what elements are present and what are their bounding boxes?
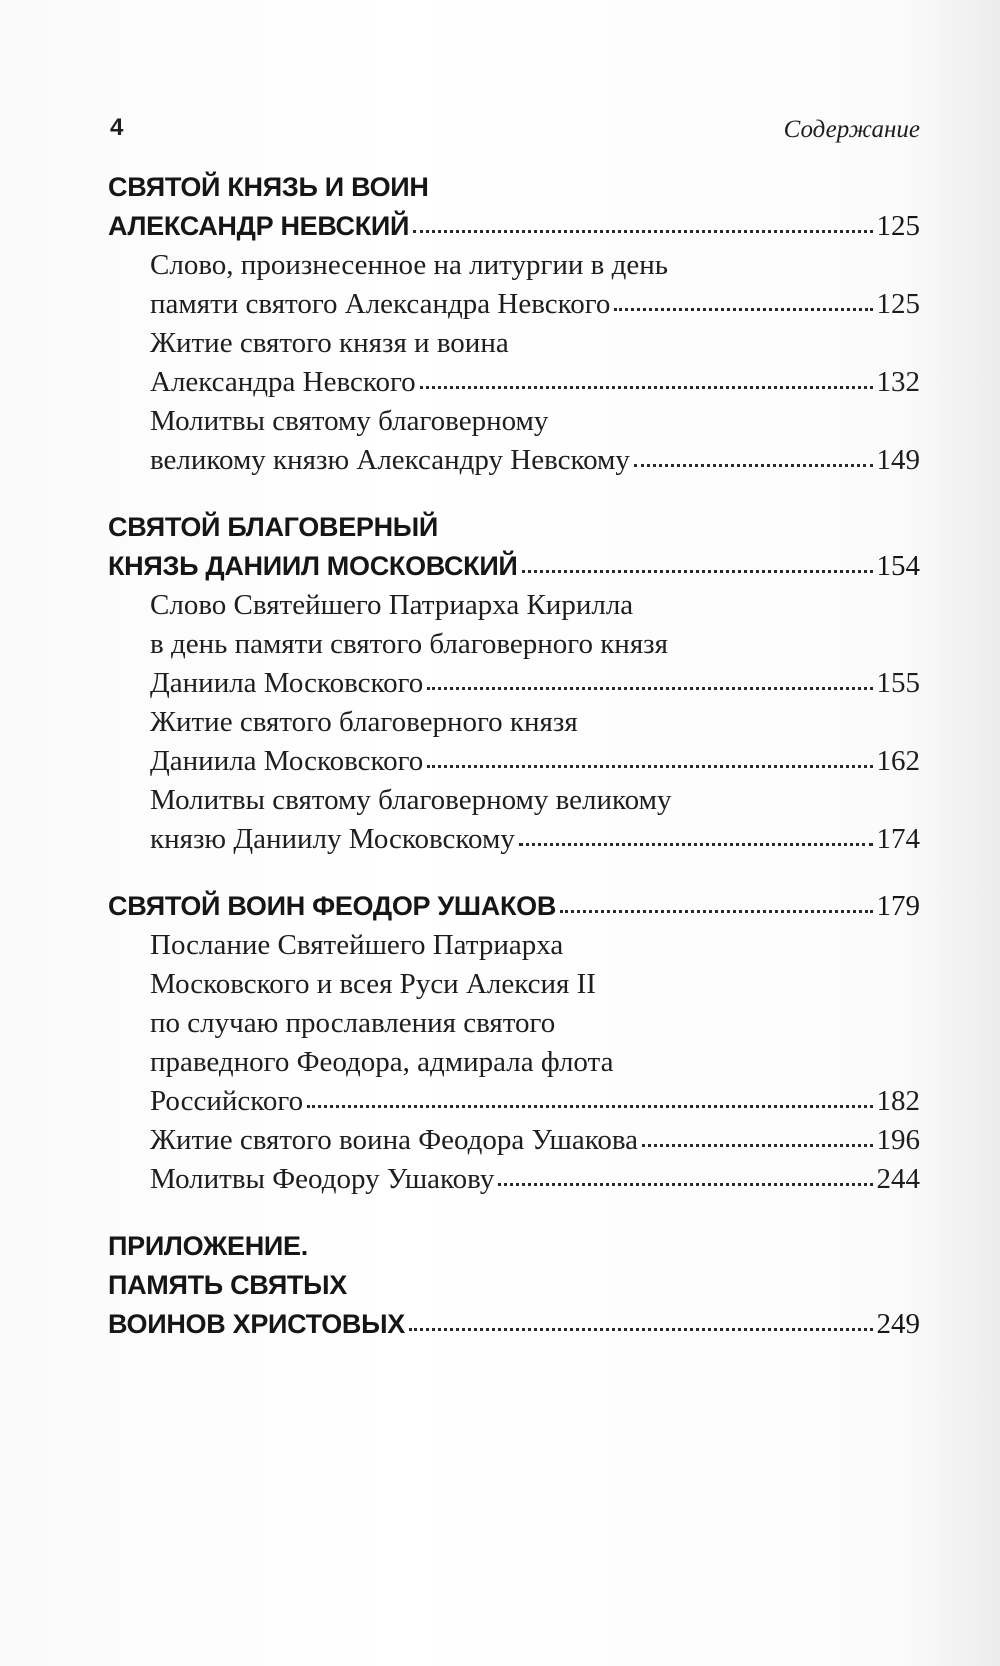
entry-line [108, 742, 920, 781]
table-of-contents [108, 168, 920, 1372]
entry-line [108, 1004, 920, 1043]
entry-text: князю Даниилу Московскому [150, 823, 515, 855]
entry-text: Молитвы святому благоверному [150, 405, 549, 437]
entry-text: Даниила Московского [150, 745, 424, 777]
page-ref: 182 [876, 1085, 920, 1117]
page-ref: 249 [876, 1308, 920, 1340]
running-title: Содержание [783, 116, 920, 143]
toc-section [108, 168, 920, 480]
toc-entry [108, 1121, 920, 1160]
leader-dots [427, 763, 872, 768]
entry-line [108, 441, 920, 480]
entry-line [108, 820, 920, 859]
heading-line [108, 508, 920, 547]
entry-text: Даниила Московского [150, 667, 424, 699]
heading-text: СВЯТОЙ БЛАГОВЕРНЫЙ [108, 512, 439, 542]
toc-entry [108, 402, 920, 480]
entry-line [108, 324, 920, 363]
heading-text: ПРИЛОЖЕНИЕ. [108, 1231, 308, 1261]
toc-section [108, 508, 920, 859]
heading-line [108, 168, 920, 207]
entry-line [108, 703, 920, 742]
toc-section [108, 887, 920, 1199]
page-ref: 154 [876, 550, 920, 582]
entry-text: в день памяти святого благоверного князя [150, 628, 668, 660]
leader-dots [413, 228, 872, 233]
entry-text: Российского [150, 1085, 304, 1117]
entry-line [108, 285, 920, 324]
entry-text: по случаю прославления святого [150, 1007, 556, 1039]
entry-text: Слово, произнесенное на литургии в день [150, 249, 668, 281]
entry-text: Московского и всея Руси Алексия II [150, 968, 596, 1000]
leader-dots [522, 568, 873, 573]
page-ref: 149 [876, 444, 920, 476]
section-heading [108, 508, 920, 586]
entry-line [108, 363, 920, 402]
toc-entry [108, 703, 920, 781]
entry-line [108, 625, 920, 664]
heading-line [108, 1305, 920, 1344]
heading-text: КНЯЗЬ ДАНИИЛ МОСКОВСКИЙ [108, 551, 518, 581]
leader-dots [498, 1181, 872, 1186]
entry-text: великому князю Александру Невскому [150, 444, 630, 476]
entry-line [108, 586, 920, 625]
entry-text: Житие святого воина Феодора Ушакова [150, 1124, 639, 1156]
entry-text: Послание Святейшего Патриарха [150, 929, 564, 961]
page-ref: 196 [876, 1124, 920, 1156]
toc-entry [108, 781, 920, 859]
page-number: 4 [110, 114, 124, 141]
entry-line [108, 926, 920, 965]
heading-line [108, 1266, 920, 1305]
leader-dots [420, 384, 873, 389]
entry-text: Александра Невского [150, 366, 416, 398]
running-head [110, 114, 920, 150]
entry-line [108, 246, 920, 285]
toc-entry [108, 586, 920, 703]
leader-dots [519, 841, 873, 846]
entry-line [108, 781, 920, 820]
entry-line [108, 965, 920, 1004]
heading-text: ВОИНОВ ХРИСТОВЫХ [108, 1309, 405, 1339]
entry-line [108, 664, 920, 703]
leader-dots [614, 306, 872, 311]
heading-text: АЛЕКСАНДР НЕВСКИЙ [108, 211, 410, 241]
entry-text: Слово Святейшего Патриарха Кирилла [150, 589, 634, 621]
toc-entry [108, 246, 920, 324]
toc-section [108, 1227, 920, 1344]
leader-dots [560, 908, 872, 913]
heading-text: СВЯТОЙ ВОИН ФЕОДОР УШАКОВ [108, 891, 557, 921]
heading-line [108, 547, 920, 586]
page-ref: 179 [876, 890, 920, 922]
entry-line [108, 402, 920, 441]
leader-dots [409, 1326, 873, 1331]
entry-line [108, 1160, 920, 1199]
section-heading [108, 168, 920, 246]
section-heading [108, 887, 920, 926]
entry-text: памяти святого Александра Невского [150, 288, 611, 320]
page-ref: 174 [876, 823, 920, 855]
entry-text: Молитвы святому благоверному великому [150, 784, 672, 816]
page-ref: 162 [876, 745, 920, 777]
leader-dots [642, 1142, 872, 1147]
page-ref: 155 [876, 667, 920, 699]
entry-text: Житие святого благоверного князя [150, 706, 578, 738]
heading-text: СВЯТОЙ КНЯЗЬ И ВОИН [108, 172, 429, 202]
section-heading [108, 1227, 920, 1344]
page-ref: 125 [876, 210, 920, 242]
heading-text: ПАМЯТЬ СВЯТЫХ [108, 1270, 347, 1300]
leader-dots [307, 1103, 872, 1108]
heading-line [108, 1227, 920, 1266]
leader-dots [634, 462, 873, 467]
entry-text: Молитвы Феодору Ушакову [150, 1163, 495, 1195]
entry-line [108, 1121, 920, 1160]
page-ref: 132 [876, 366, 920, 398]
heading-line [108, 887, 920, 926]
toc-entry [108, 926, 920, 1121]
toc-entry [108, 324, 920, 402]
entry-line [108, 1043, 920, 1082]
entry-line [108, 1082, 920, 1121]
entry-text: праведного Феодора, адмирала флота [150, 1046, 614, 1078]
page-ref: 125 [876, 288, 920, 320]
leader-dots [427, 685, 872, 690]
toc-entry [108, 1160, 920, 1199]
entry-text: Житие святого князя и воина [150, 327, 509, 359]
heading-line [108, 207, 920, 246]
page-ref: 244 [876, 1163, 920, 1195]
